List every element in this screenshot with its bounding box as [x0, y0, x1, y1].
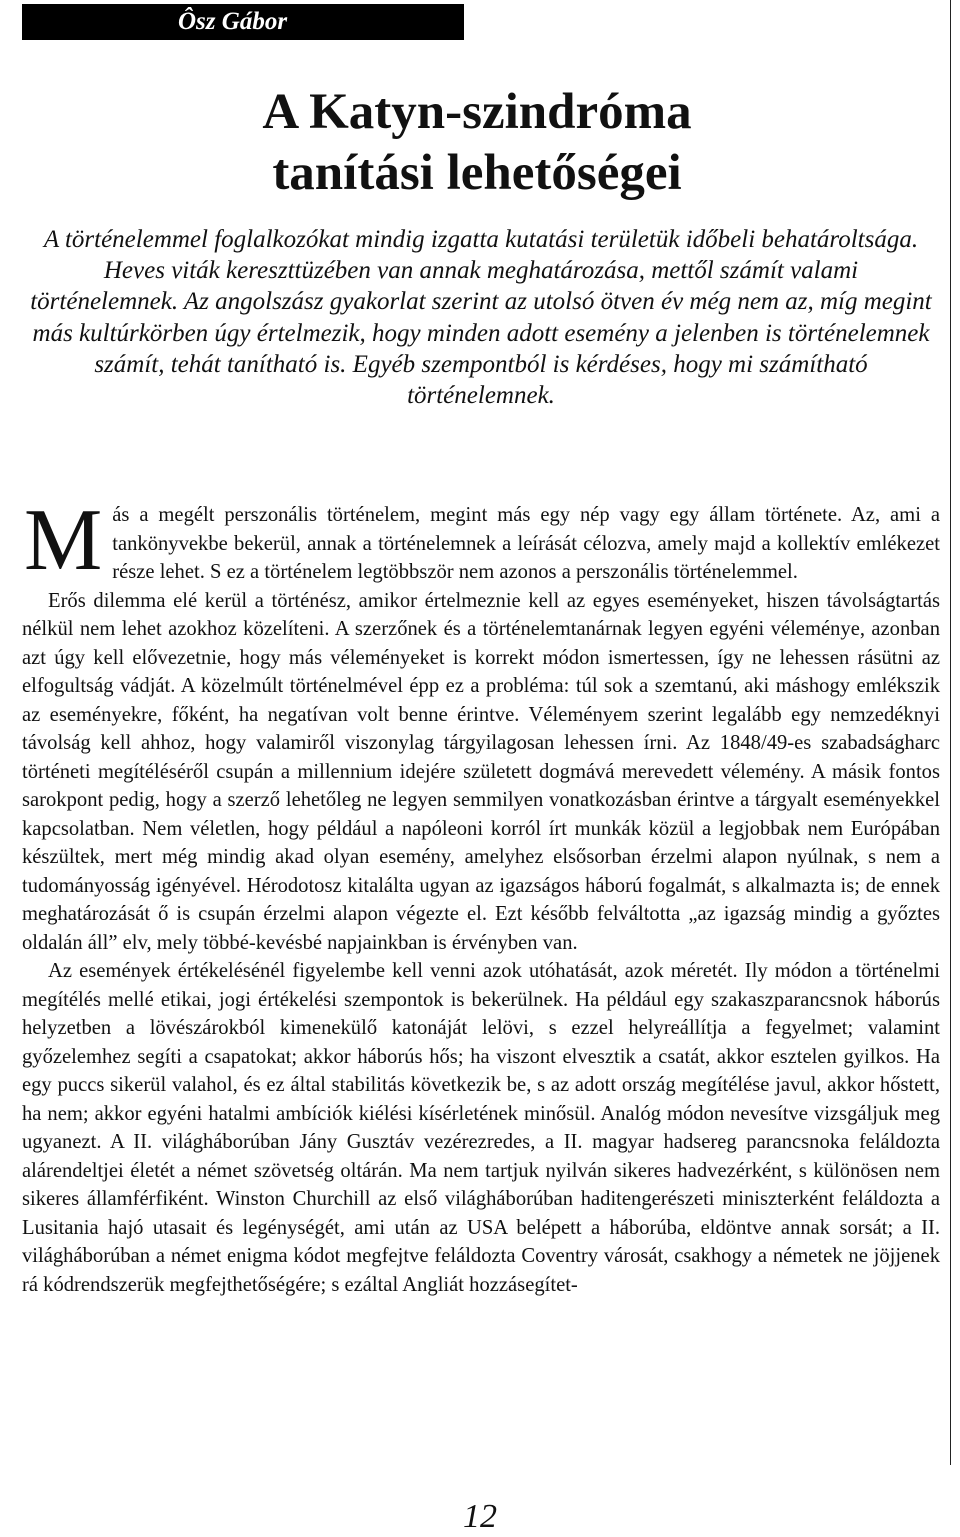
article-title-line-2: tanítási lehetőségei [272, 145, 682, 201]
drop-cap: M [24, 492, 103, 589]
body-paragraph-2: Erős dilemma elé kerül a történész, amikor értelmeznie kell az egyes eseményeket, hiszen távolságtartás nélkül nem lehet azokhoz közelíteni. A szerzőnek és a történelemtanárnak legyen egyéni véleménye, azonban azt úgy kell elővezetnie, hogy más véleményeket is korrekt módon ismertessen, így ne lehessen rásütni az elfogultság vádját. A közelmúlt történelmével épp ez a probléma: túl sok a szemtanú, aki máshogy emlékszik az eseményekre, főként, ha negatívan volt benne érintve. Véleményem szerint legalább egy nemzedéknyi távolság kell ahhoz, hogy valamiről viszonylag tárgyilagosan lehessen írni. Az 1848/49-es szabadságharc történeti megítéléséről csupán a millennium idejére született dogmává merevedett vélemény. A másik fontos sarokpont pedig, hogy a szerző lehetőleg ne legyen semmilyen vonatkozásban érintve a tárgyalt eseményekkel kapcsolatban. Nem véletlen, hogy például a napóleoni korról írt munkák közül a legjobbak nem Európában készültek, mert még mindig akad olyan esemény, amelyhez elsősorban érzelmi alapon nyúlnak, s nem a tudományosság igényével. Hérodotosz kitalálta ugyan az igazságos háború fogalmát, s alkalmazta is; de ennek meghatározását ő is csupán érzelmi alapon végezte el. Ezt később felváltotta „az igazság mindig a győztes oldalán áll” elv, mely többé-kevésbé napjainkban is érvényben van. [22, 589, 940, 954]
body-paragraph-1 [22, 492, 940, 589]
page-right-rule [950, 0, 951, 1465]
page-number: 12 [463, 1498, 497, 1535]
article-body [22, 492, 940, 1299]
author-name: Ôsz Gábor [178, 8, 288, 35]
author-banner [22, 4, 464, 40]
body-paragraph-1-text: ás a megélt perszonális történelem, megint más egy nép vagy egy állam története. Az, ami a tankönyvekbe bekerül, annak a történelemnek a leírását célozva, amely majd a kollektív emlékezet része lehet. S ez a történelem legtöbbször nem azonos a perszonális történelemmel. [112, 504, 940, 583]
article-title [22, 82, 932, 204]
article-lead: A történelemmel foglalkozókat mindig izgatta kutatási területük időbeli behatároltsága. Heves viták kereszttüzében van annak meghatározása, mettől számít valami történelemnek. Az angolszász gyakorlat szerint az utolsó ötven év még nem az, míg megint más kultúrkörben úgy értelmezik, hogy minden adott esemény a jelenben is történelemnek számít, tehát tanítható is. Egyéb szempontból is kérdéses, hogy mi számítható történelemnek. [30, 226, 932, 410]
body-paragraph-3: Az események értékelésénél figyelembe kell venni azok utóhatását, azok méretét. Ily módon a történelmi megítélés mellé etikai, jogi értékelési szempontok is bekerülnek. Ha például egy szakaszparancsnok háborús helyzetben a lövészárokból kimenekülő katonáját lelövi, s ezzel helyreállítja a fegyelmet; valamint győzelemhez segíti a csapatokat; akkor háborús hős; ha viszont elvesztik a csatát, akkor esztelen gyilkos. Ha egy puccs sikerül valahol, és ez által stabilitás következik be, s az adott ország megítélése javul, akkor hőstett, ha nem; akkor egyéni hatalmi ambíciók kiélési kísérletének minősül. Analóg módon nevesítve vizsgáljuk meg ugyanezt. A II. világháborúban Jány Gusztáv vezérezredes, a II. magyar hadsereg parancsnoka feláldozta alárendeltjei életét a német szövetség oltárán. Ma nem tartjuk nyilván sikeres hadvezérként, s különösen nem sikeres államférfiként. Winston Churchill az első világháborúban haditengerészeti miniszterként feláldozta a Lusitania hajó utasait és legénységét, ami után az USA belépett a háborúba, eldöntve annak sorsát; a II. világháborúban a német enigma kódot megfejtve feláldozta Coventry városát, csakhogy a németek ne jöjjenek rá kódrendszerük megfejthetőségére; s ezáltal Angliát hozzásegítet- [22, 960, 940, 1296]
article-title-line-1: A Katyn-szindróma [262, 84, 692, 140]
